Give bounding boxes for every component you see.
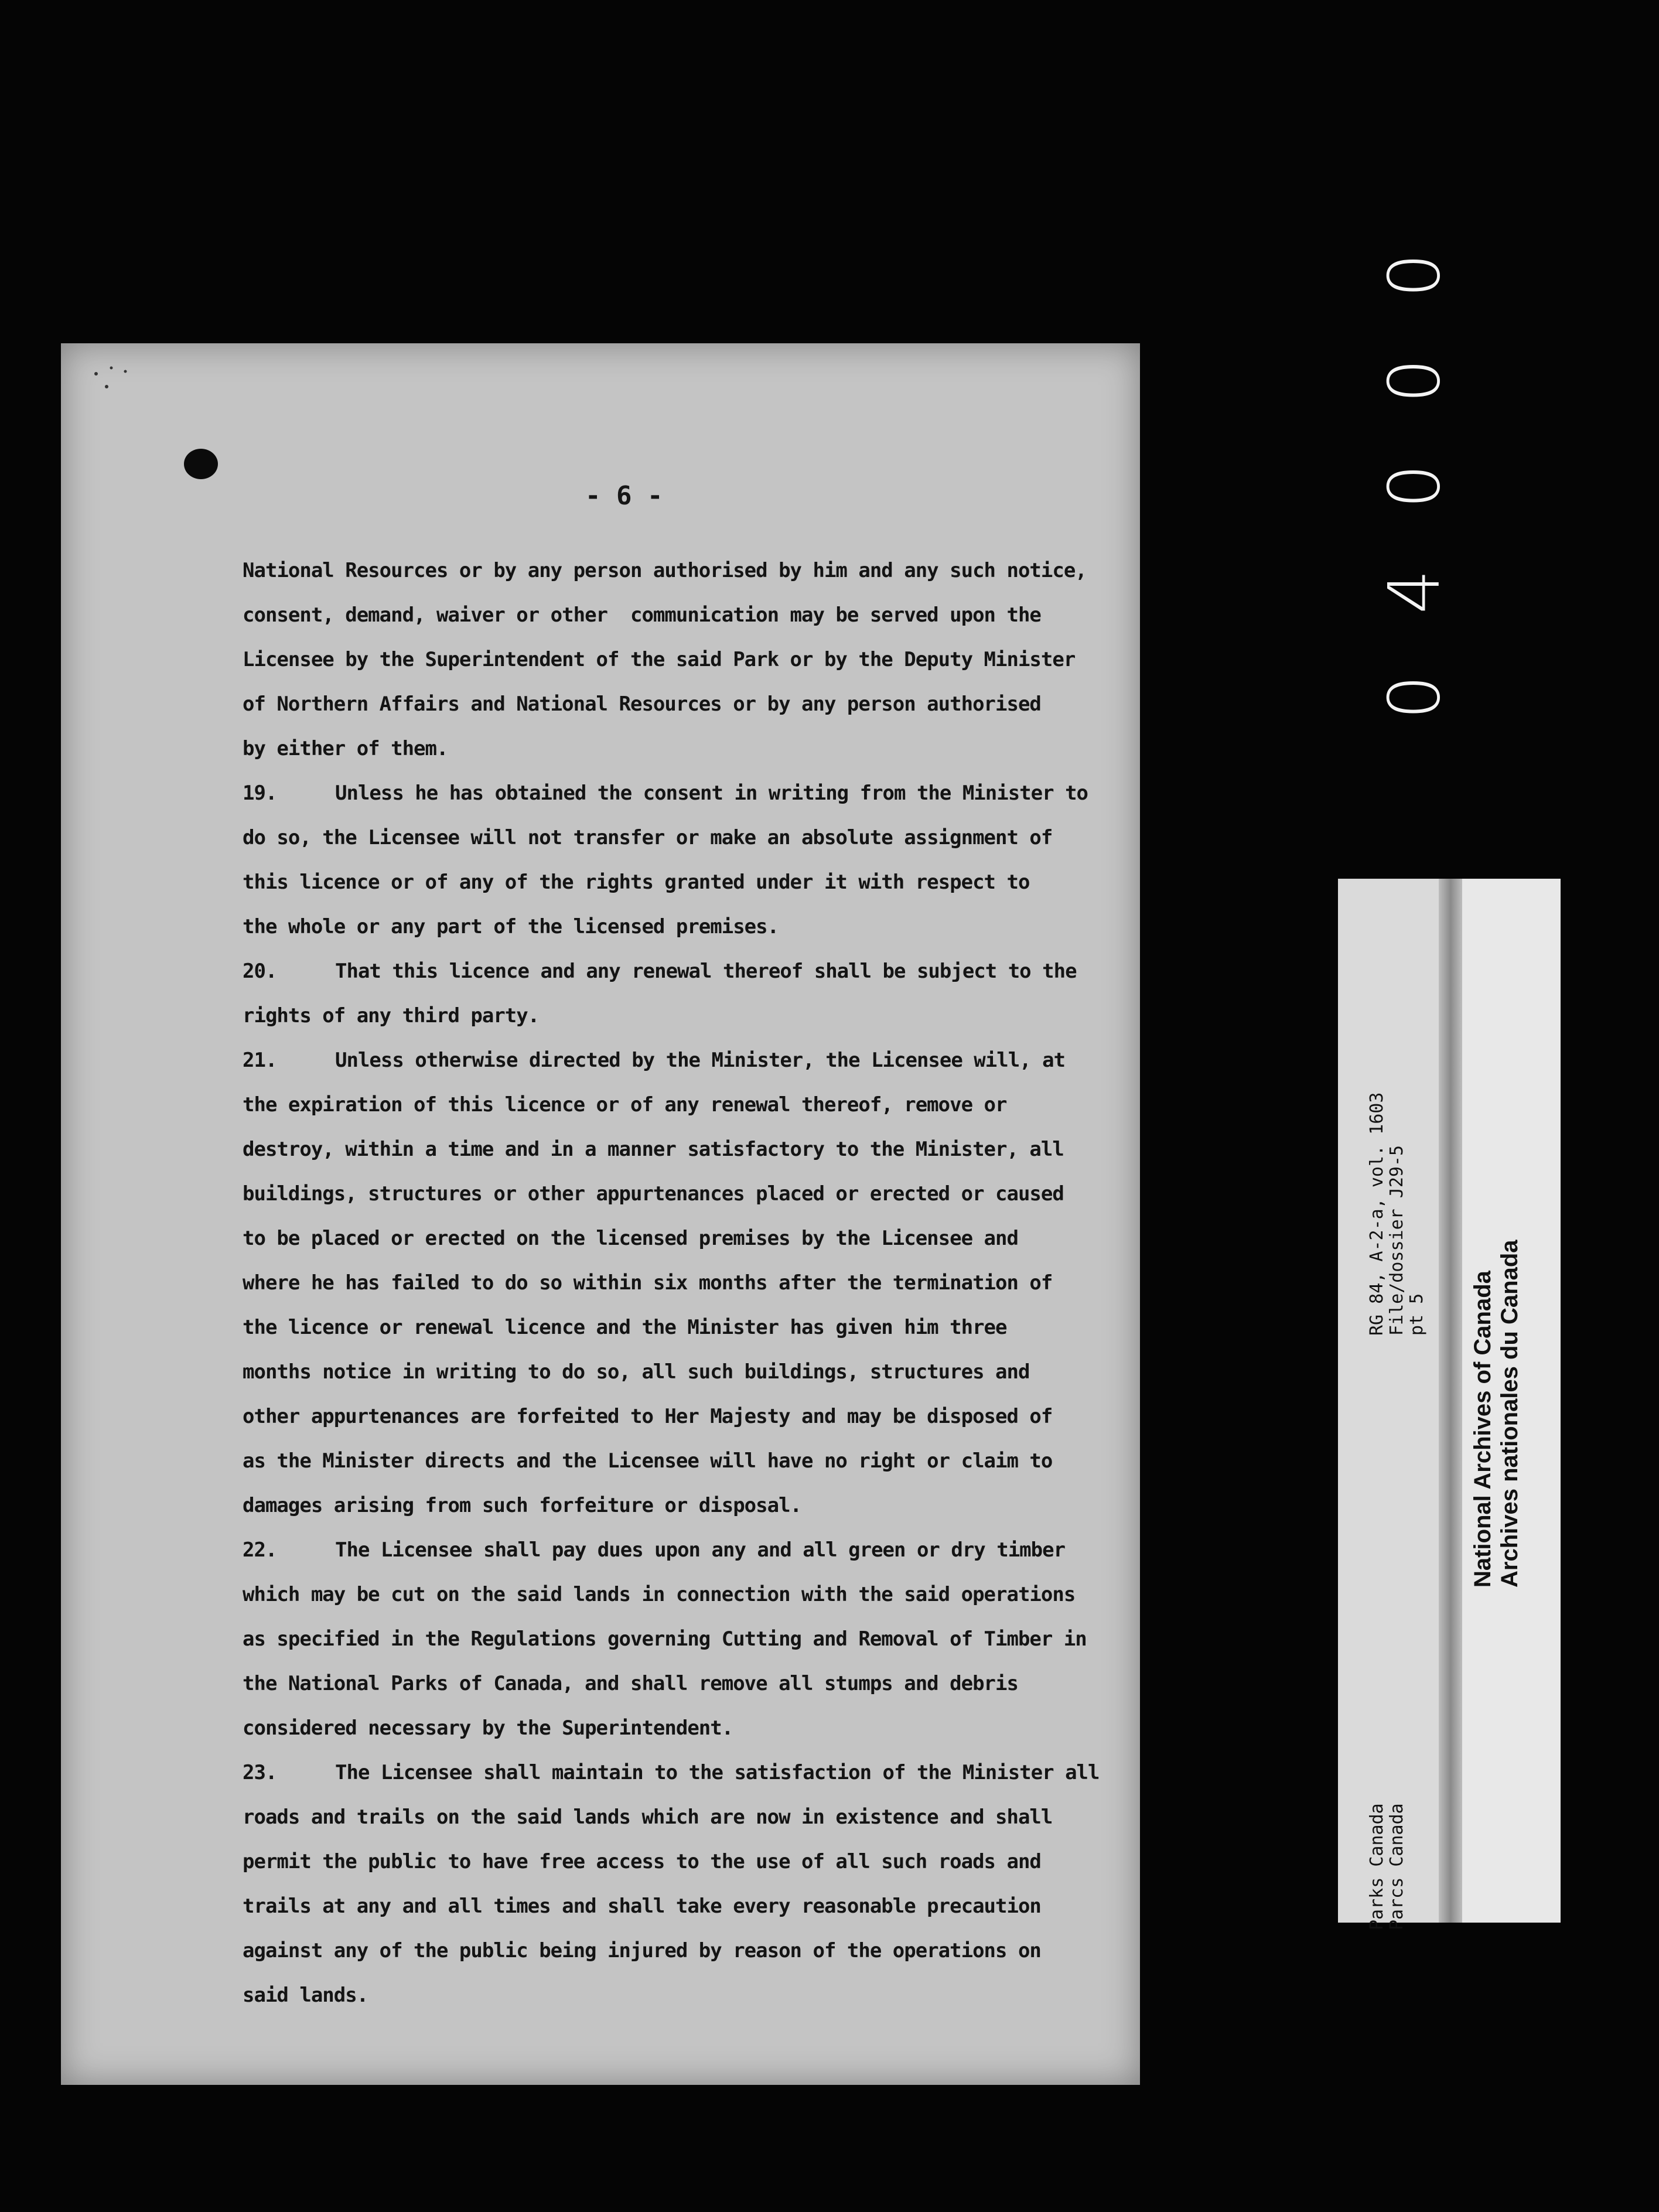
line-text: roads and trails on the said lands which are now in existence and shall — [243, 1805, 1053, 1829]
line-text: as the Minister directs and the Licensee will have no right or claim to — [243, 1449, 1053, 1473]
line-text: permit the public to have free access to the use of all such roads and — [243, 1850, 1041, 1873]
document-page — [61, 343, 1140, 2085]
parks-canada-text — [1367, 1803, 1407, 1930]
paragraph-number: 23. — [243, 1761, 277, 1784]
line-text: this licence or of any of the rights granted under it with respect to — [243, 871, 1030, 894]
line-text: the expiration of this licence or of any renewal thereof, remove or — [243, 1093, 1007, 1117]
paragraph-number: 22. — [243, 1538, 277, 1562]
archives-name-en: National Archives of Canada — [1470, 1271, 1496, 1588]
frame-digit: 0 — [1374, 358, 1456, 404]
text-line — [243, 1038, 1156, 1083]
text-line — [243, 593, 1156, 637]
text-line — [243, 1350, 1156, 1394]
archive-label — [1338, 879, 1561, 1930]
text-line — [243, 1127, 1156, 1172]
frame-digit: 0 — [1374, 674, 1456, 720]
text-line — [243, 815, 1156, 860]
line-text: months notice in writing to do so, all such buildings, structures and — [243, 1360, 1030, 1384]
reference-text — [1367, 1093, 1427, 1336]
text-line — [243, 1172, 1156, 1216]
paragraph-number: 19. — [243, 781, 277, 805]
line-text: said lands. — [243, 1984, 368, 2007]
frame-digit: 4 — [1374, 569, 1456, 615]
text-line — [243, 1661, 1156, 1706]
text-line — [243, 1973, 1156, 2018]
frame-digit: 0 — [1374, 463, 1456, 509]
line-text: rights of any third party. — [243, 1004, 540, 1028]
line-text: which may be cut on the said lands in connection with the said operations — [243, 1583, 1076, 1606]
reference-line: pt 5 — [1407, 1293, 1427, 1336]
line-text: the whole or any part of the licensed premises. — [243, 915, 779, 938]
line-text: as specified in the Regulations governing Cutting and Removal of Timber in — [243, 1627, 1087, 1651]
line-text: damages arising from such forfeiture or disposal. — [243, 1494, 802, 1517]
line-text: against any of the public being injured by reason of the operations on — [243, 1939, 1041, 1962]
archives-name-fr: Archives nationales du Canada — [1497, 1240, 1523, 1588]
line-text: the National Parks of Canada, and shall remove all stumps and debris — [243, 1672, 1018, 1695]
text-line — [243, 1305, 1156, 1350]
line-text: trails at any and all times and shall take every reasonable precaution — [243, 1894, 1041, 1918]
text-line — [243, 1483, 1156, 1528]
text-line — [243, 1928, 1156, 1973]
line-text: of Northern Affairs and National Resources or by any person authorised — [243, 692, 1041, 716]
line-text: do so, the Licensee will not transfer or make an absolute assignment of — [243, 826, 1053, 849]
label-band — [1439, 879, 1462, 1923]
line-text: the licence or renewal licence and the Minister has given him three — [243, 1316, 1007, 1339]
text-line — [243, 1528, 1156, 1572]
line-text: The Licensee shall maintain to the satisfaction of the Minister all — [335, 1761, 1100, 1784]
text-line — [243, 860, 1156, 904]
text-line — [243, 1216, 1156, 1261]
line-text: Licensee by the Superintendent of the said Park or by the Deputy Minister — [243, 648, 1076, 671]
paragraph-number: 20. — [243, 960, 277, 983]
text-line — [243, 726, 1156, 771]
text-line — [243, 994, 1156, 1038]
line-text: Unless otherwise directed by the Minister, the Licensee will, at — [335, 1049, 1066, 1072]
text-line — [243, 682, 1156, 726]
line-text: other appurtenances are forfeited to Her Majesty and may be disposed of — [243, 1405, 1053, 1428]
text-line — [243, 1795, 1156, 1839]
text-line — [243, 771, 1156, 815]
text-line — [243, 1839, 1156, 1884]
text-line — [243, 1083, 1156, 1127]
text-line — [243, 1394, 1156, 1439]
document-body — [243, 548, 1156, 2018]
line-text: destroy, within a time and in a manner satisfactory to the Minister, all — [243, 1138, 1064, 1161]
text-line — [243, 1750, 1156, 1795]
punch-hole — [184, 449, 218, 479]
text-line — [243, 548, 1156, 593]
line-text: National Resources or by any person authorised by him and any such notice, — [243, 559, 1087, 582]
line-text: The Licensee shall pay dues upon any and all green or dry timber — [335, 1538, 1066, 1562]
page-specks — [87, 361, 175, 408]
text-line — [243, 1884, 1156, 1928]
line-text: That this licence and any renewal thereof shall be subject to the — [335, 960, 1077, 983]
text-line — [243, 949, 1156, 994]
frame-number — [1374, 231, 1456, 794]
text-line — [243, 1617, 1156, 1661]
frame-digit: 0 — [1374, 252, 1456, 298]
text-line — [243, 1261, 1156, 1305]
parks-line: Parcs Canada — [1387, 1803, 1407, 1930]
line-text: Unless he has obtained the consent in writing from the Minister to — [335, 781, 1088, 805]
text-line — [243, 1706, 1156, 1750]
text-line — [243, 904, 1156, 949]
reference-line: File/dossier J29-5 — [1387, 1145, 1407, 1336]
archives-name — [1469, 1240, 1523, 1588]
line-text: consent, demand, waiver or other communication may be served upon the — [243, 603, 1041, 627]
line-text: to be placed or erected on the licensed premises by the Licensee and — [243, 1227, 1018, 1250]
line-text: buildings, structures or other appurtenances placed or erected or caused — [243, 1182, 1064, 1206]
line-text: considered necessary by the Superintendent. — [243, 1716, 733, 1740]
line-text: where he has failed to do so within six months after the termination of — [243, 1271, 1053, 1295]
reference-line: RG 84, A-2-a, vol. 1603 — [1367, 1092, 1387, 1336]
text-line — [243, 1572, 1156, 1617]
line-text: by either of them. — [243, 737, 448, 760]
text-line — [243, 637, 1156, 682]
paragraph-number: 21. — [243, 1049, 277, 1072]
text-line — [243, 1439, 1156, 1483]
page-number: - 6 - — [585, 481, 663, 511]
parks-line: Parks Canada — [1367, 1803, 1387, 1930]
